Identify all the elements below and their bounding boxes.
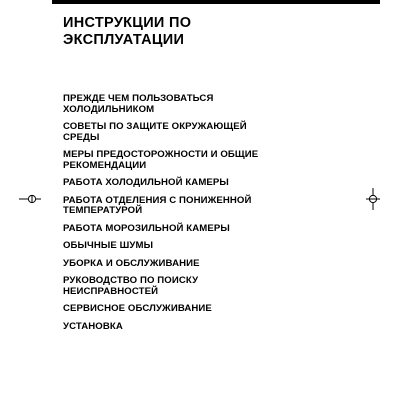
- toc-item-line: ОБЫЧНЫЕ ШУМЫ: [63, 240, 154, 251]
- toc-item-line: РАБОТА МОРОЗИЛЬНОЙ КАМЕРЫ: [63, 222, 230, 234]
- toc-item-line: РАБОТА ХОЛОДИЛЬНОЙ КАМЕРЫ: [63, 177, 229, 188]
- toc-item-line: ХОЛОДИЛЬНИКОМ: [63, 103, 155, 115]
- top-rule: [52, 0, 380, 4]
- toc-item-noises: [63, 241, 353, 252]
- toc-item-environment: [63, 122, 353, 143]
- toc-item-line: РАБОТА ОТДЕЛЕНИЯ С ПОНИЖЕННОЙ: [63, 194, 252, 206]
- toc-item-low-temp-compartment: [63, 196, 353, 217]
- toc-item-installation: [63, 322, 353, 333]
- toc-item-line: СРЕДЫ: [63, 131, 100, 143]
- toc-item-fridge-operation: [63, 178, 353, 189]
- title-line-2: ЭКСПЛУАТАЦИИ: [63, 32, 185, 48]
- table-of-contents: [63, 94, 353, 339]
- toc-item-line: УБОРКА И ОБСЛУЖИВАНИЕ: [63, 257, 200, 269]
- registration-mark-right-icon: [362, 188, 384, 210]
- toc-item-precautions: [63, 150, 353, 171]
- toc-item-troubleshooting: [63, 276, 353, 297]
- toc-item-line: ТЕМПЕРАТУРОЙ: [63, 205, 143, 216]
- toc-item-line: НЕИСПРАВНОСТЕЙ: [63, 285, 159, 297]
- toc-item-freezer-operation: [63, 224, 353, 235]
- toc-item-line: СОВЕТЫ ПО ЗАЩИТЕ ОКРУЖАЮЩЕЙ: [63, 121, 247, 132]
- toc-item-line: РЕКОМЕНДАЦИИ: [63, 159, 147, 171]
- page-title: [63, 15, 363, 49]
- toc-item-line: РУКОВОДСТВО ПО ПОИСКУ: [63, 275, 199, 286]
- registration-mark-left-icon: [19, 188, 41, 210]
- toc-item-cleaning: [63, 259, 353, 270]
- toc-item-before-use: [63, 94, 353, 115]
- title-line-1: ИНСТРУКЦИИ ПО: [63, 15, 192, 31]
- toc-item-line: ПРЕЖДЕ ЧЕМ ПОЛЬЗОВАТЬСЯ: [63, 93, 214, 104]
- toc-item-service: [63, 304, 353, 315]
- toc-item-line: МЕРЫ ПРЕДОСТОРОЖНОСТИ И ОБЩИЕ: [63, 149, 259, 160]
- toc-item-line: УСТАНОВКА: [63, 320, 123, 332]
- toc-item-line: СЕРВИСНОЕ ОБСЛУЖИВАНИЕ: [63, 303, 212, 314]
